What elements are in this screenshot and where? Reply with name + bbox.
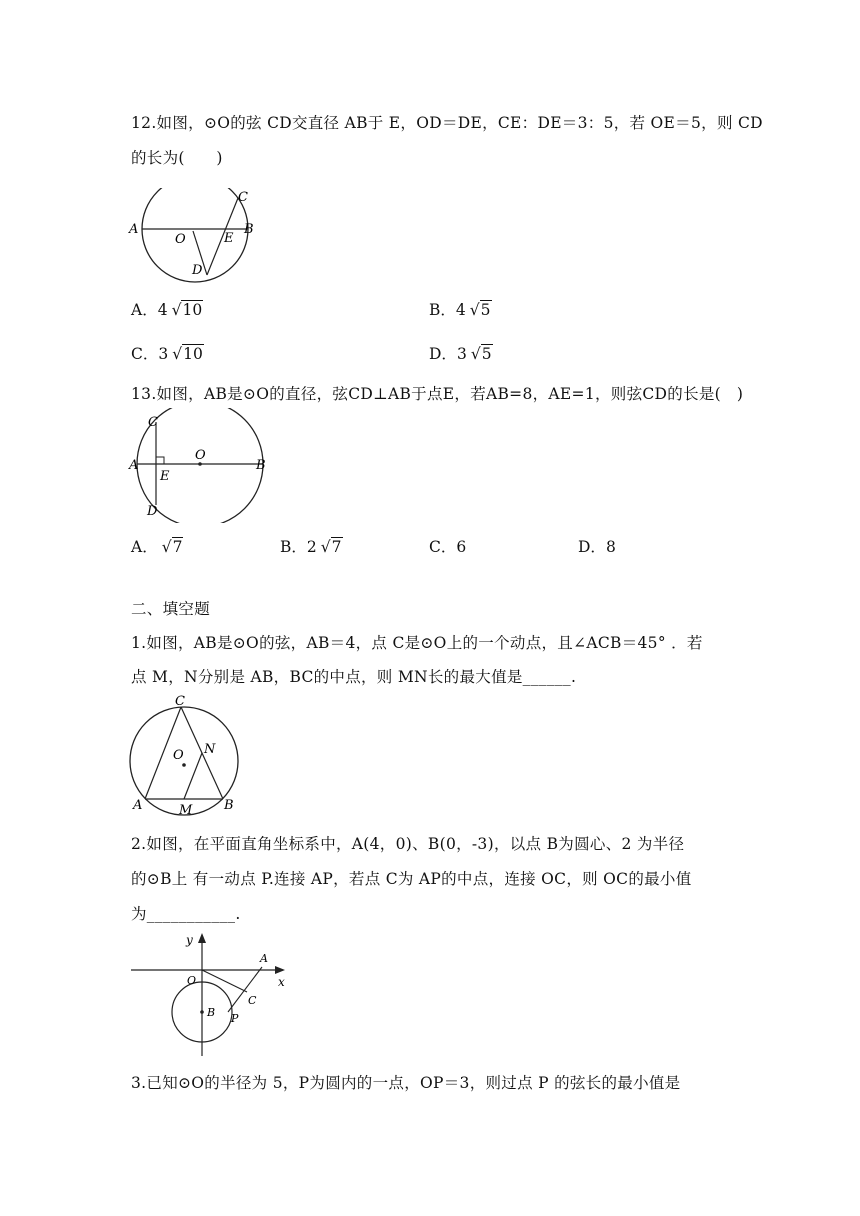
f1-figure xyxy=(125,692,250,817)
f2-stem-line3: 为___________. xyxy=(131,905,241,923)
q12-label-e: E xyxy=(224,231,234,246)
q12-option-c-key: C． xyxy=(131,345,159,363)
q13-option-b-key: B． xyxy=(280,538,307,556)
q13-option-d[interactable] xyxy=(578,535,616,557)
q13-label-o: O xyxy=(195,448,206,463)
f1-label-m: M xyxy=(179,803,193,817)
f2-figure xyxy=(125,928,295,1060)
q12-option-d-key: D． xyxy=(429,345,457,363)
f2-label-o: O xyxy=(187,974,197,987)
q12-option-c-radicand: 10 xyxy=(183,345,203,363)
f1-label-a: A xyxy=(133,798,143,813)
q12-label-d: D xyxy=(192,263,203,278)
q13-option-b-coef: 2 xyxy=(306,538,317,556)
q12-option-d-radicand: 5 xyxy=(481,345,492,363)
q12-option-c[interactable]: C．3 √10 xyxy=(131,345,203,363)
f2-label-y: y xyxy=(186,933,193,947)
f1-label-n: N xyxy=(204,742,216,757)
f1-label-b: B xyxy=(224,798,234,813)
q13-label-e: E xyxy=(160,469,170,484)
q13-stem-line1: 13.如图，AB是⊙O的直径，弦CD⊥AB于点E，若AB=8，AE=1，则弦CD的长是( ) xyxy=(131,385,744,403)
f2-stem-line2: 的⊙B上 有一动点 P.连接 AP，若点 C为 AP的中点，连接 OC，则 OC的最小值 xyxy=(131,870,692,888)
q13-option-d-key: D． xyxy=(578,538,606,556)
f2-label-p: P xyxy=(231,1012,239,1025)
q12-option-c-coef: 3 xyxy=(158,345,169,363)
f1-stem-line2: 点 M，N分别是 AB，BC的中点，则 MN长的最大值是______. xyxy=(131,668,577,686)
q12-label-o: O xyxy=(175,232,186,247)
q13-option-a-radicand: 7 xyxy=(172,538,183,556)
q12-option-a-coef: 4 xyxy=(157,301,168,319)
f2-label-c: C xyxy=(248,994,257,1007)
q12-option-a[interactable]: A．4 √10 xyxy=(131,301,203,319)
f2-label-a: A xyxy=(260,952,268,965)
q12-option-a-radicand: 10 xyxy=(182,301,203,319)
q12-option-b-coef: 4 xyxy=(455,301,466,319)
q12-label-b: B xyxy=(244,222,254,237)
q12-stem-line1: 12.如图，⊙O的弦 CD交直径 AB于 E，OD＝DE，CE：DE＝3：5，若 OE＝5，则 CD xyxy=(131,114,763,132)
q13-option-a[interactable]: A． √7 xyxy=(131,538,183,556)
q12-option-d-coef: 3 xyxy=(456,345,467,363)
q13-label-a: A xyxy=(129,458,139,473)
q13-option-c-value: 6 xyxy=(456,538,467,556)
f1-label-o: O xyxy=(173,748,184,763)
q13-option-d-value: 8 xyxy=(605,538,616,556)
q13-label-d: D xyxy=(147,504,158,519)
section-title: 二、填空题 xyxy=(131,600,211,618)
q12-figure xyxy=(125,188,265,288)
q12-option-a-key: A． xyxy=(131,301,158,319)
q13-option-b-radicand: 7 xyxy=(331,538,342,556)
q13-label-c: C xyxy=(148,415,158,430)
q12-label-a: A xyxy=(129,222,139,237)
f1-stem-line1: 1.如图，AB是⊙O的弦，AB＝4，点 C是⊙O上的一个动点，且∠ACB＝45° ．若 xyxy=(131,634,703,652)
f1-label-c: C xyxy=(175,694,185,709)
q12-option-b[interactable]: B．4 √5 xyxy=(429,301,491,319)
q12-label-c: C xyxy=(238,190,248,205)
q12-option-b-radicand: 5 xyxy=(480,301,491,319)
f2-label-x: x xyxy=(278,975,285,989)
q13-option-a-key: A． xyxy=(131,538,158,556)
q13-option-c[interactable] xyxy=(429,535,466,557)
q12-stem-line2: 的长为( ) xyxy=(131,149,223,167)
q13-option-b[interactable]: B．2 √7 xyxy=(280,538,342,556)
q12-option-d[interactable]: D．3 √5 xyxy=(429,345,492,363)
f2-label-b: B xyxy=(207,1006,216,1019)
q13-figure xyxy=(125,408,275,523)
q13-label-b: B xyxy=(256,458,266,473)
f3-stem-line1: 3.已知⊙O的半径为 5，P为圆内的一点，OP＝3，则过点 P 的弦长的最小值是 xyxy=(131,1074,681,1092)
q13-option-c-key: C． xyxy=(429,538,457,556)
f2-stem-line1: 2.如图，在平面直角坐标系中，A(4，0)、B(0，-3)，以点 B为圆心、2 为半径 xyxy=(131,835,685,853)
q12-option-b-key: B． xyxy=(429,301,456,319)
